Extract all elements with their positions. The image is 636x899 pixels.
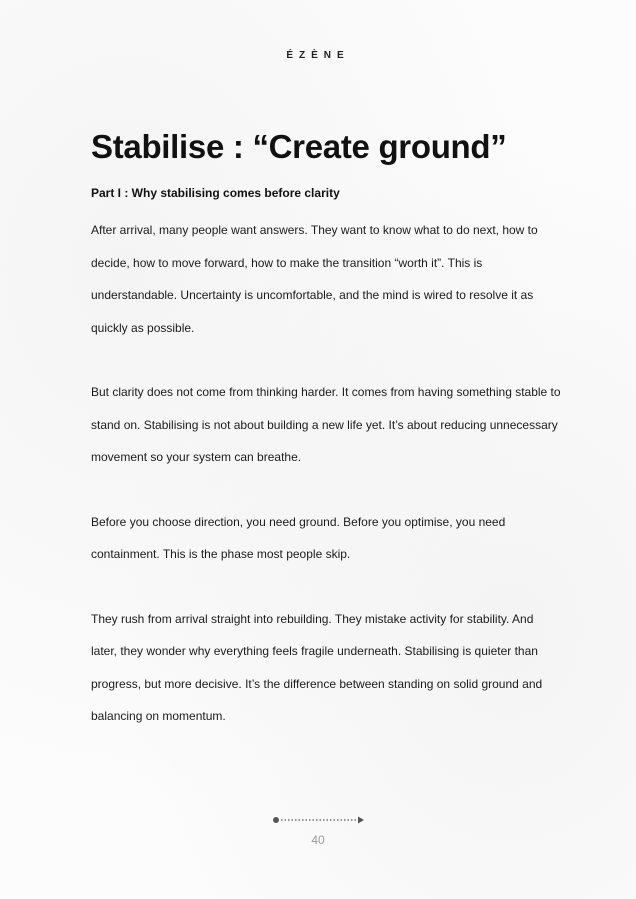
paragraph-3: Before you choose direction, you need ground. Before you optimise, you need containment. This is the phase most people skip. (91, 514, 506, 561)
body-text (91, 214, 561, 765)
section-subtitle: Part I : Why stabilising comes before clarity (91, 186, 340, 200)
paragraph-2: But clarity does not come from thinking harder. It comes from having something stable to stand on. Stabilising is not about building a new life yet. It’s about reducing unnecessary movement so your system can breathe. (91, 385, 561, 464)
paragraph-1: After arrival, many people want answers. They want to know what to do next, how to decide, how to move forward, how to make the transition “worth it”. This is understandable. Uncertainty is uncomfortable, and the mind is wired to resolve it as quickly as possible. (91, 223, 538, 335)
brand-logo: ÉZÈNE (286, 50, 350, 61)
page-number: 40 (311, 833, 325, 847)
page-title: Stabilise : “Create ground” (91, 128, 507, 165)
paragraph-4: They rush from arrival straight into rebuilding. They mistake activity for stability. And later, they wonder why everything feels fragile underneath. Stabilising is quieter than progress, but more decisive. It’s the difference between standing on solid ground and balancing on momentum. (91, 611, 543, 723)
dotted-arrow-icon (272, 814, 366, 826)
